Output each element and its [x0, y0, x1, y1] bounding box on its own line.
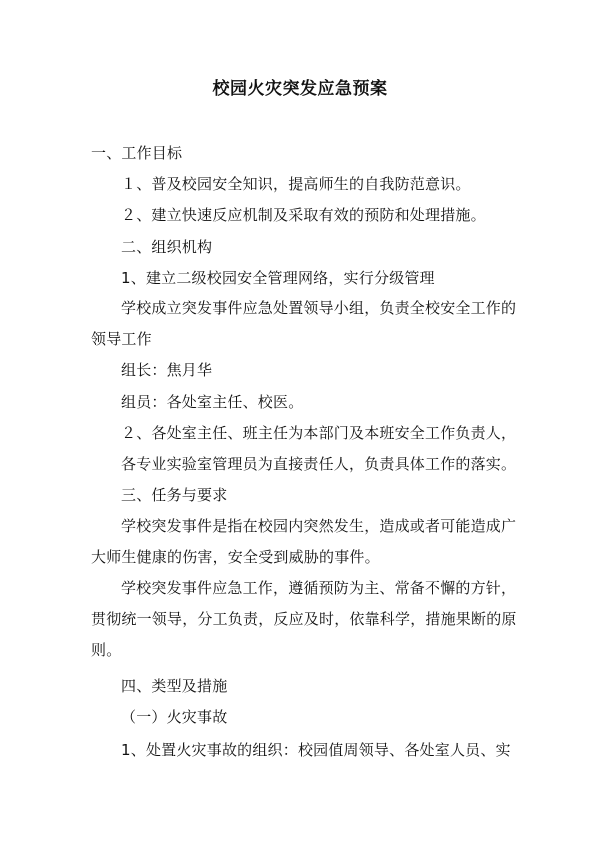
- paragraph-line: 1、处置火灾事故的组织：校园值周领导、各处室人员、实: [121, 741, 511, 759]
- document-title: 校园火灾突发应急预案: [212, 79, 388, 99]
- section-heading-tasks: 三、任务与要求: [121, 486, 228, 504]
- paragraph-line: 各专业实验室管理员为直接责任人，负责具体工作的落实。: [121, 455, 517, 473]
- paragraph-line: 组员：各处室主任、校医。: [121, 393, 304, 411]
- paragraph-line: ２、建立快速反应机制及采取有效的预防和处理措施。: [121, 206, 486, 224]
- section-heading-organization: 二、组织机构: [121, 238, 213, 256]
- subsection-heading-fire: （一）火灾事故: [121, 708, 228, 726]
- paragraph-line: １、普及校园安全知识，提高师生的自我防范意识。: [121, 175, 471, 193]
- section-heading-types: 四、类型及措施: [121, 677, 228, 695]
- paragraph-line: 组长：焦月华: [121, 361, 213, 379]
- paragraph-line: 贯彻统一领导，分工负责，反应及时，依靠科学，措施果断的原: [91, 610, 517, 628]
- paragraph-line: 学校突发事件是指在校园内突然发生，造成或者可能造成广: [121, 517, 517, 535]
- paragraph-line: ２、各处室主任、班主任为本部门及本班安全工作负责人，: [121, 424, 517, 442]
- paragraph-line: 学校突发事件应急工作，遵循预防为主、常备不懈的方针，: [121, 579, 517, 597]
- paragraph-line: 大师生健康的伤害，安全受到威胁的事件。: [91, 548, 380, 566]
- paragraph-line: 则。: [91, 641, 122, 659]
- section-heading-goals: 一、工作目标: [91, 144, 183, 162]
- paragraph-line: 1、建立二级校园安全管理网络，实行分级管理: [121, 269, 435, 287]
- paragraph-line: 领导工作: [91, 330, 152, 348]
- paragraph-line: 学校成立突发事件应急处置领导小组，负责全校安全工作的: [121, 299, 517, 317]
